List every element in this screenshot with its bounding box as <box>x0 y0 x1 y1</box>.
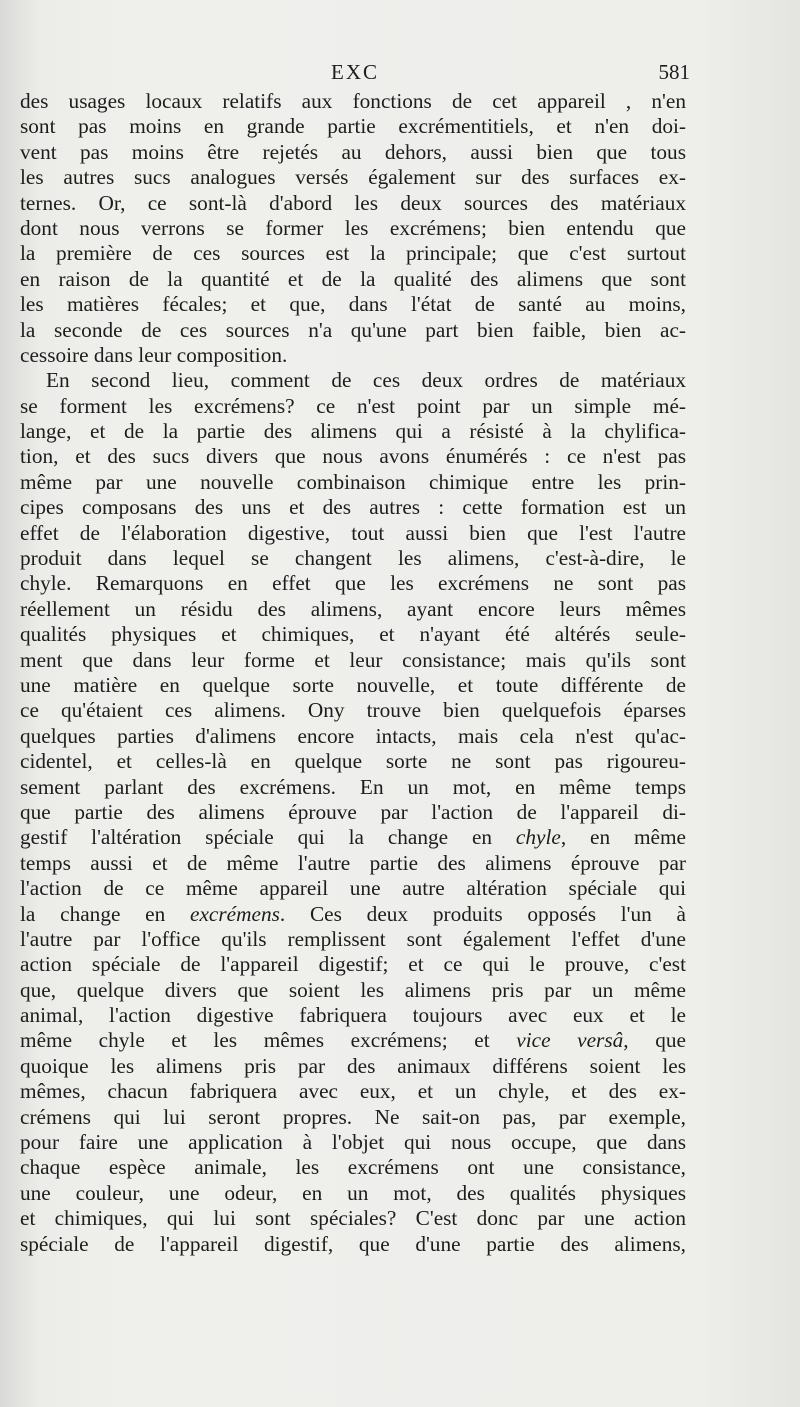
text-line: ment que dans leur forme et leur consistance; mais qu'ils sont <box>20 647 686 672</box>
page-header <box>20 60 690 90</box>
text-line: qualités physiques et chimiques, et n'ayant été altérés seule- <box>20 622 686 647</box>
italic-term: excrémens <box>190 901 280 926</box>
text-line: ce qu'étaient ces alimens. Ony trouve bien quelquefois éparses <box>20 698 686 723</box>
text-line: une matière en quelque sorte nouvelle, et toute différente de <box>20 672 686 697</box>
text-line: animal, l'action digestive fabriquera toujours avec eux et le <box>20 1003 686 1028</box>
text-line: des usages locaux relatifs aux fonctions de cet appareil , n'en <box>20 89 686 113</box>
text-line: la première de ces sources est la principale; que c'est surtout <box>20 241 686 266</box>
text-line: chyle. Remarquons en effet que les excrémens ne sont pas <box>20 571 686 596</box>
italic-term: chyle <box>515 825 561 850</box>
text-line: quelques parties d'alimens encore intacts, mais cela n'est qu'ac- <box>20 723 686 748</box>
text-line: dont nous verrons se former les excrémens; bien entendu que <box>20 215 686 240</box>
text-line: effet de l'élaboration digestive, tout aussi bien que l'est l'autre <box>20 520 686 545</box>
text-line: que, quelque divers que soient les alimens pris par un même <box>20 977 686 1002</box>
text-line: gestif l'altération spéciale qui la change en chyle, en même <box>20 825 686 850</box>
text-line: les autres sucs analogues versés également sur des surfaces ex- <box>20 165 686 190</box>
italic-term: vice versâ <box>516 1028 624 1053</box>
body-text <box>20 89 686 1257</box>
text-line: sement parlant des excrémens. En un mot, en même temps <box>20 774 686 799</box>
text-line: quoique les alimens pris par des animaux différens soient les <box>20 1053 686 1078</box>
text-line: action spéciale de l'appareil digestif; et ce qui le prouve, c'est <box>20 952 686 977</box>
text-line: la change en excrémens. Ces deux produits opposés l'un à <box>20 901 687 926</box>
text-line: pour faire une application à l'objet qui nous occupe, que dans <box>20 1130 686 1155</box>
text-line: l'autre par l'office qu'ils remplissent sont également l'effet d'une <box>20 926 686 951</box>
text-line: tion, et des sucs divers que nous avons énumérés : ce n'est pas <box>20 444 686 469</box>
text-line: et chimiques, qui lui sont spéciales? C'est donc par une action <box>20 1206 686 1231</box>
text-line: temps aussi et de même l'autre partie des alimens éprouve par <box>20 850 686 875</box>
text-line: mêmes, chacun fabriquera avec eux, et un chyle, et des ex- <box>20 1079 686 1104</box>
text-line: réellement un résidu des alimens, ayant encore leurs mêmes <box>20 596 686 621</box>
text-line: la seconde de ces sources n'a qu'une part bien faible, bien ac- <box>20 317 686 342</box>
text-line: ternes. Or, ce sont-là d'abord les deux sources des matériaux <box>20 190 686 215</box>
text-line: que partie des alimens éprouve par l'action de l'appareil di- <box>20 799 686 824</box>
text-line: se forment les excrémens? ce n'est point par un simple mé- <box>20 393 686 418</box>
text-line: lange, et de la partie des alimens qui a résisté à la chylifica- <box>20 419 686 444</box>
text-line: crémens qui lui seront propres. Ne sait-on pas, par exemple, <box>20 1104 686 1129</box>
text-line: sont pas moins en grande partie excrémentitiels, et n'en doi- <box>20 114 686 139</box>
text-line: cipes composans des uns et des autres : cette formation est un <box>20 495 686 520</box>
text-line: une couleur, une odeur, en un mot, des qualités physiques <box>20 1180 686 1205</box>
text-line: les matières fécales; et que, dans l'état de santé au moins, <box>20 292 686 317</box>
text-line: cidentel, et celles-là en quelque sorte ne sont pas rigoureu- <box>20 749 686 774</box>
text-line: vent pas moins être rejetés au dehors, aussi bien que tous <box>20 139 686 164</box>
text-line: cessoire dans leur composition. <box>20 342 288 367</box>
text-line: en raison de la quantité et de la qualité des alimens que sont <box>20 266 686 291</box>
text-line: même chyle et les mêmes excrémens; et vice versâ, que <box>20 1028 686 1053</box>
page-number: 581 <box>658 60 690 84</box>
text-line: même par une nouvelle combinaison chimique entre les prin- <box>20 469 686 494</box>
running-head: EXC <box>331 60 379 84</box>
text-line: produit dans lequel se changent les alimens, c'est-à-dire, le <box>20 546 686 571</box>
text-line: chaque espèce animale, les excrémens ont une consistance, <box>20 1155 686 1180</box>
text-line: l'action de ce même appareil une autre altération spéciale qui <box>20 876 686 901</box>
text-line: En second lieu, comment de ces deux ordres de matériaux <box>46 368 686 393</box>
text-line: spéciale de l'appareil digestif, que d'une partie des alimens, <box>20 1231 686 1256</box>
